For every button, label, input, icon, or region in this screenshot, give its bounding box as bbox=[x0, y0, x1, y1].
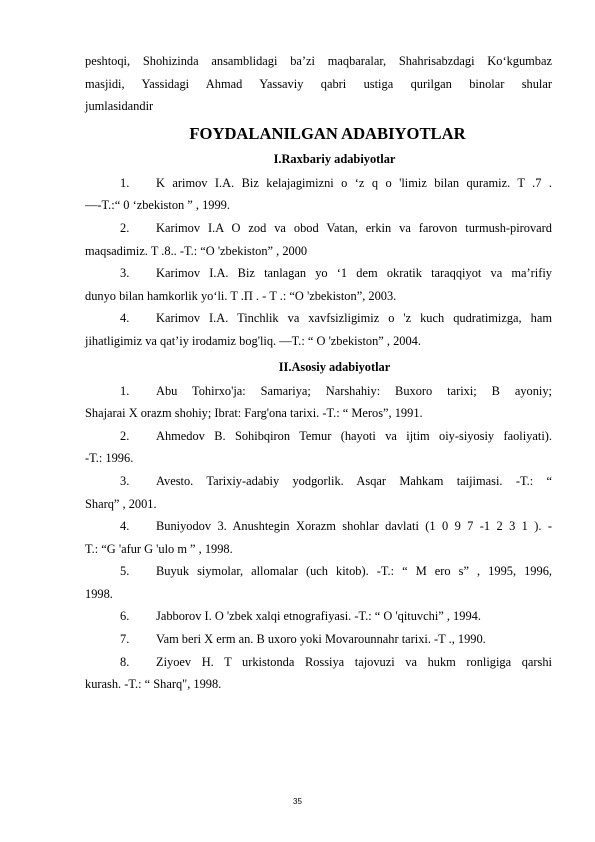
reference-number: 6. bbox=[120, 609, 130, 624]
reference-first-line bbox=[85, 560, 552, 583]
reference-item bbox=[85, 425, 552, 470]
reference-text: K arimov I.A. Biz kelajagimizni o ‘z q o 'limiz bilan quramiz. T .7 . bbox=[156, 175, 552, 190]
reference-first-line bbox=[85, 605, 552, 628]
reference-text: Ziyoev H. T urkistonda Rossiya tajovuzi va hukm ronligiga qarshi bbox=[156, 654, 552, 669]
reference-continuation: kurash. -T.: “ Sharq", 1998. bbox=[85, 677, 222, 692]
reference-continuation: Sharq” , 2001. bbox=[85, 496, 157, 511]
reference-text: Buniyodov 3. Anushtegin Xorazm shohlar davlati (1 0 9 7 -1 2 3 1 ). - bbox=[156, 519, 552, 534]
reference-number: 2. bbox=[120, 428, 130, 443]
reference-first-line bbox=[85, 470, 552, 493]
reference-number: 5. bbox=[120, 564, 130, 579]
section-2-title: II.Asosiy adabiyotlar bbox=[278, 359, 391, 374]
reference-number: 2. bbox=[120, 220, 130, 235]
reference-first-line bbox=[85, 307, 552, 330]
page-number: 35 bbox=[293, 797, 302, 806]
reference-continuation: 1998. bbox=[85, 586, 113, 601]
reference-continuation: -T.: 1996. bbox=[85, 451, 134, 466]
reference-continuation: jihatligimiz va qat’iy irodamiz bog'liq. —T.: “ O 'zbekiston” , 2004. bbox=[85, 333, 421, 348]
reference-continuation: maqsadimiz. T .8.. -T.: “O 'zbekiston” , 2000 bbox=[85, 243, 308, 258]
reference-number: 4. bbox=[120, 311, 130, 326]
reference-item bbox=[85, 262, 552, 307]
reference-text: Karimov I.A O zod va obod Vatan, erkin va farovon turmush-pirovard bbox=[156, 220, 552, 235]
reference-first-line bbox=[85, 628, 552, 651]
reference-item bbox=[85, 515, 552, 560]
reference-item bbox=[85, 651, 552, 696]
references-heading: FOYDALANILGAN ADABIYOTLAR bbox=[189, 123, 466, 143]
reference-first-line bbox=[85, 651, 552, 674]
reference-item bbox=[85, 307, 552, 352]
reference-first-line bbox=[85, 262, 552, 285]
reference-item bbox=[85, 605, 552, 628]
reference-number: 7. bbox=[120, 632, 130, 647]
reference-continuation: Shajarai X orazm shohiy; Ibrat: Farg'ona tarixi. -T.: “ Meros”, 1991. bbox=[85, 406, 423, 421]
reference-text: Vam beri X erm an. B uxoro yoki Movarounnahr tarixi. -T ., 1990. bbox=[156, 632, 486, 647]
section-2-list bbox=[85, 380, 552, 696]
intro-line-1: peshtoqi, Shohizinda ansamblidagi ba’zi maqbaralar, Shahrisabzdagi Ko‘kgumbaz bbox=[85, 54, 552, 68]
intro-line-3: jumlasidandir bbox=[85, 99, 154, 114]
reference-text: Abu Tohirxo'ja: Samariya; Narshahiy: Buxoro tarixi; B ayoniy; bbox=[156, 383, 552, 398]
reference-first-line bbox=[85, 380, 552, 403]
reference-number: 1. bbox=[120, 383, 130, 398]
reference-text: Karimov I.A. Tinchlik va xavfsizligimiz o 'z kuch qudratimizga, ham bbox=[156, 311, 552, 326]
reference-text: Ahmedov B. Sohibqiron Temur (hayoti va ijtim oiy-siyosiy faoliyati). bbox=[156, 428, 552, 443]
reference-number: 1. bbox=[120, 175, 130, 190]
reference-first-line bbox=[85, 172, 552, 195]
reference-text: Avesto. Tarixiy-adabiy yodgorlik. Asqar Mahkam taijimasi. -T.: “ bbox=[156, 473, 552, 488]
reference-continuation: dunyo bilan hamkorlik yo‘li. T .П . - T .: “O 'zbekiston”, 2003. bbox=[85, 288, 397, 303]
reference-item bbox=[85, 560, 552, 605]
reference-item bbox=[85, 217, 552, 262]
section-1-title: I.Raxbariy adabiyotlar bbox=[273, 151, 396, 166]
reference-item bbox=[85, 380, 552, 425]
document-page bbox=[85, 50, 552, 696]
reference-number: 3. bbox=[120, 473, 130, 488]
reference-text: Jabborov I. O 'zbek xalqi etnografiyasi. -T.: “ O 'qituvchi” , 1994. bbox=[156, 609, 481, 624]
reference-first-line bbox=[85, 217, 552, 240]
reference-number: 8. bbox=[120, 654, 130, 669]
reference-continuation: —-T.:“ 0 ‘zbekiston ” , 1999. bbox=[85, 198, 230, 213]
reference-item bbox=[85, 470, 552, 515]
section-1-list bbox=[85, 172, 552, 353]
reference-first-line bbox=[85, 425, 552, 448]
reference-item bbox=[85, 628, 552, 651]
reference-first-line bbox=[85, 515, 552, 538]
reference-number: 3. bbox=[120, 266, 130, 281]
reference-number: 4. bbox=[120, 519, 130, 534]
intro-line-2: masjidi, Yassidagi Ahmad Yassaviy qabri ustiga qurilgan binolar shular bbox=[85, 76, 552, 91]
reference-text: Buyuk siymolar, allomalar (uch kitob). -T.: “ M ero s” , 1995, 1996, bbox=[156, 564, 552, 579]
reference-continuation: T.: “G 'afur G 'ulo m ” , 1998. bbox=[85, 541, 233, 556]
reference-item bbox=[85, 172, 552, 217]
reference-text: Karimov I.A. Biz tanlagan yo ‘1 dem okratik taraqqiyot va ma’rifiy bbox=[156, 266, 552, 281]
